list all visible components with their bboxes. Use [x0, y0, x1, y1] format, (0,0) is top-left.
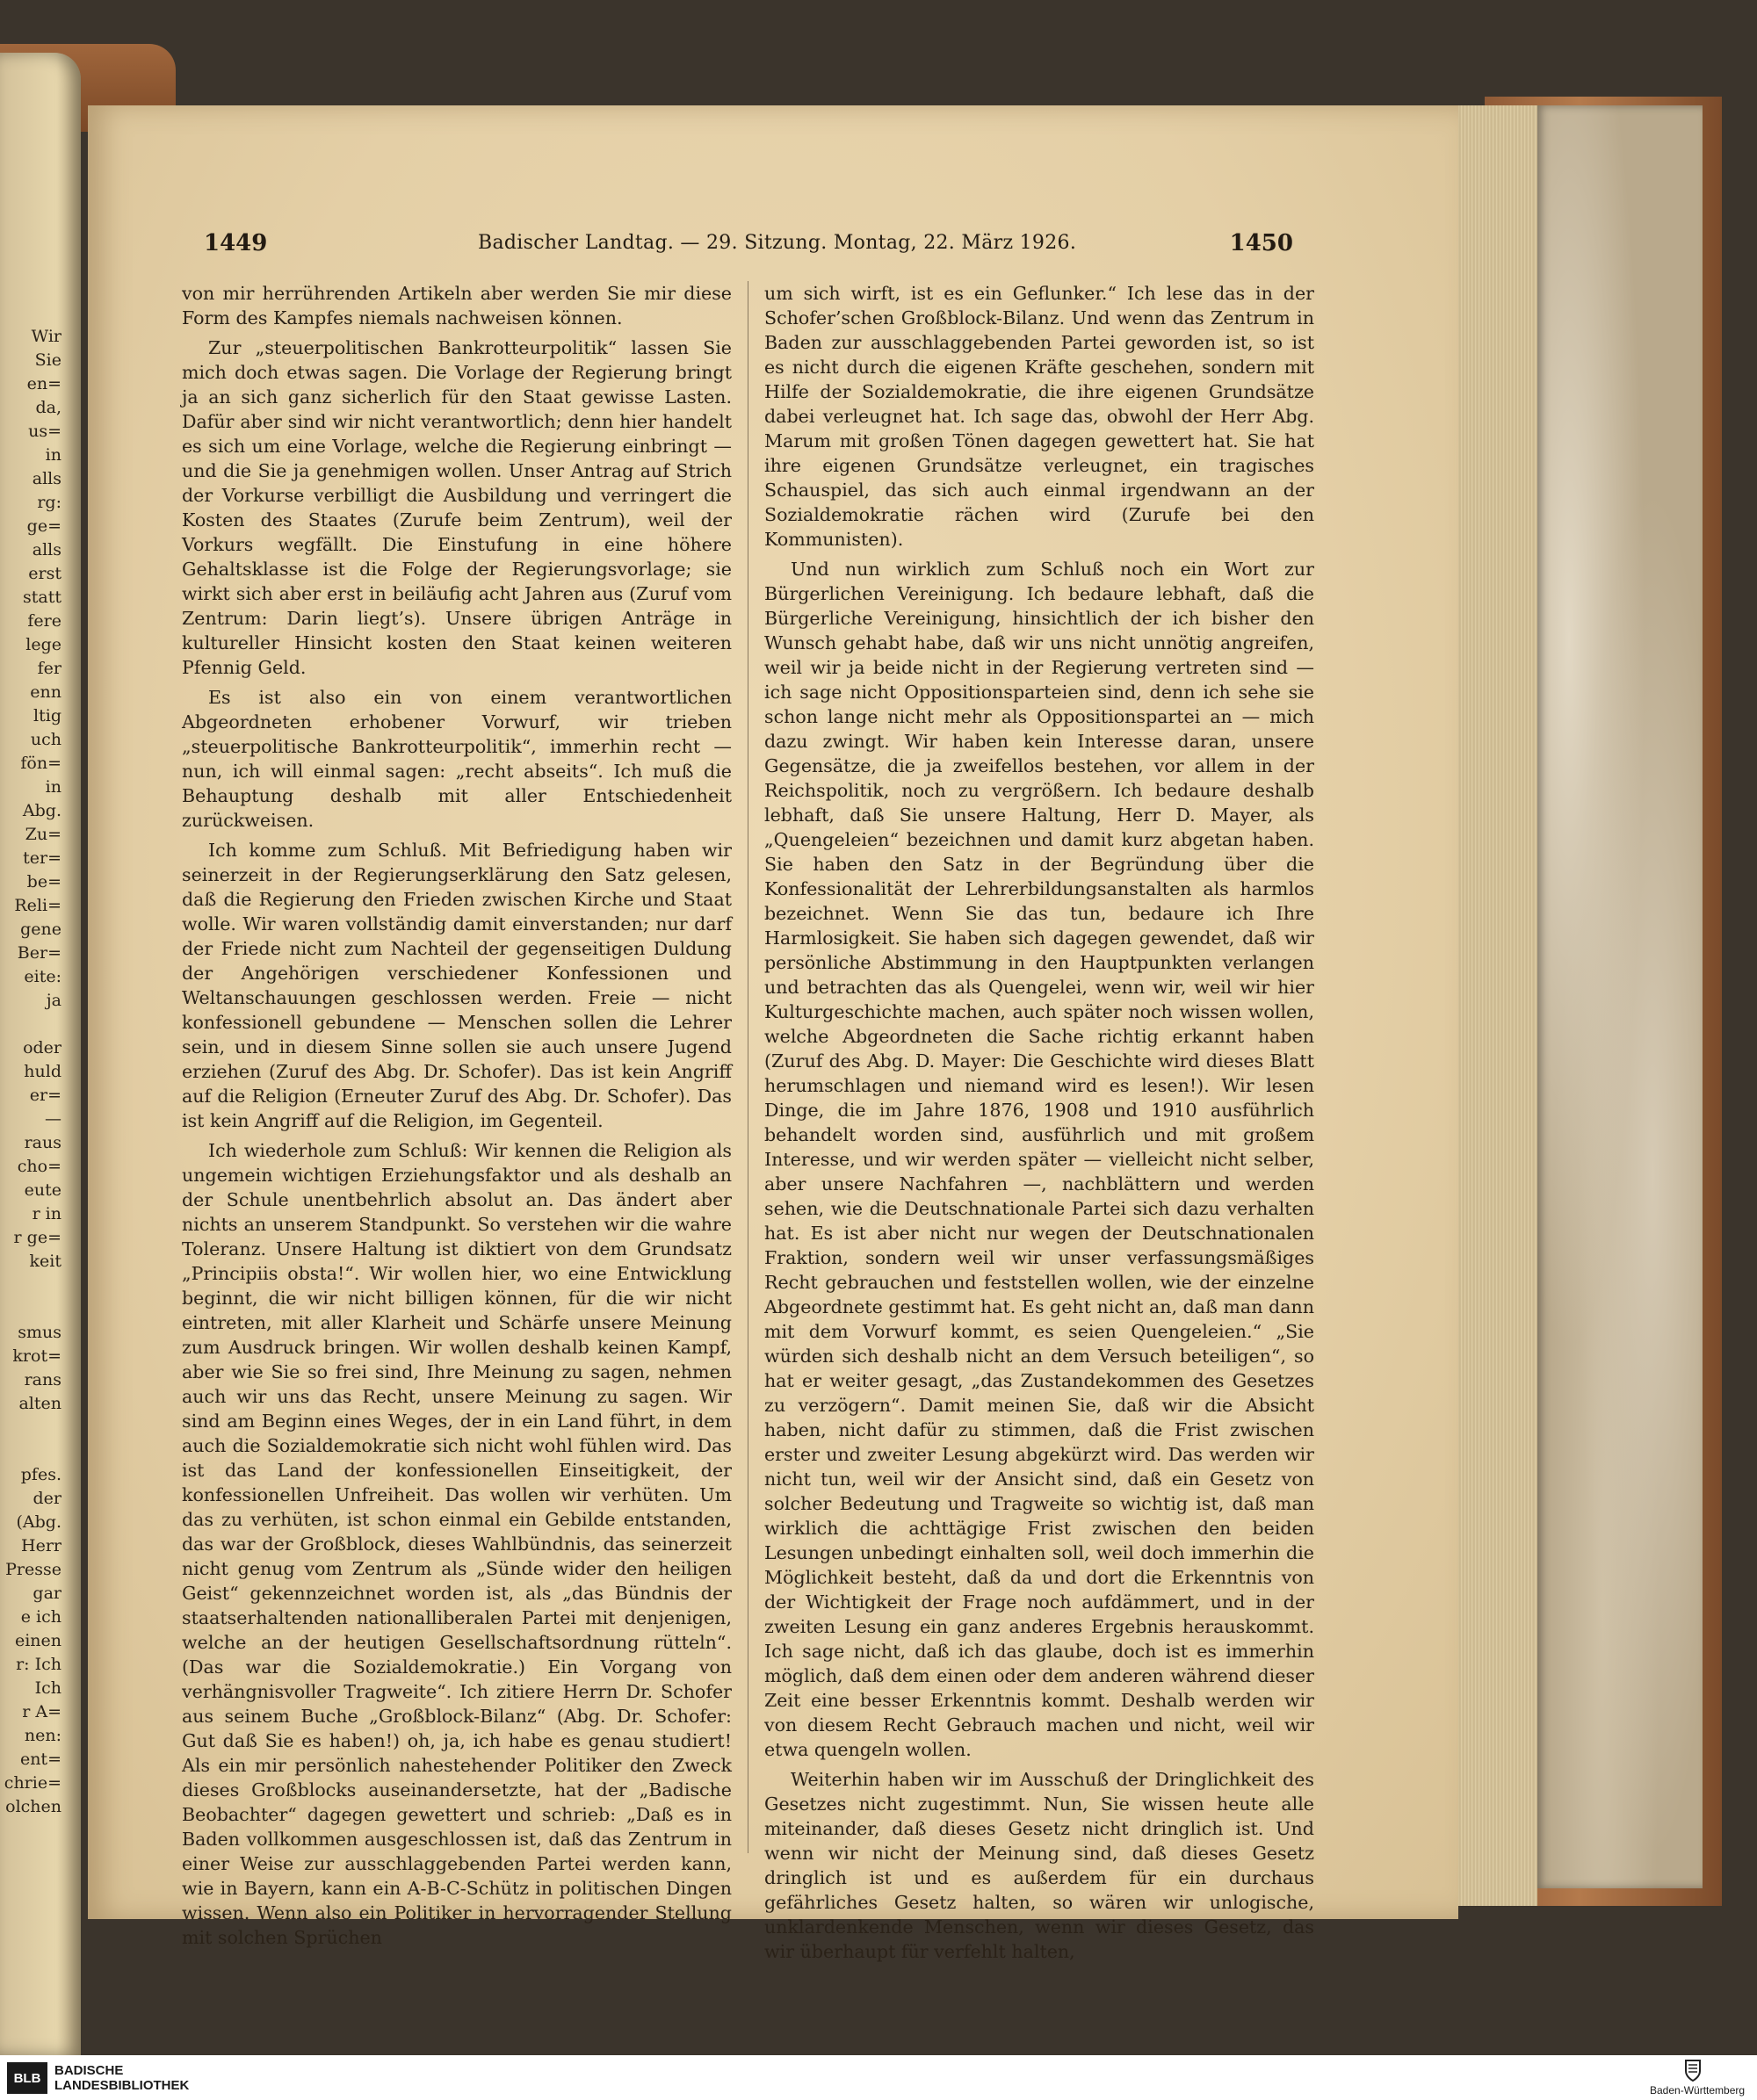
- running-title: Badischer Landtag. — 29. Sitzung. Montag, 22. März 1926.: [478, 232, 1077, 254]
- page-number-right: 1450: [1229, 230, 1293, 256]
- paragraph: um sich wirft, ist es ein Geflunker.“ Ich lese das in der Schofer’schen Großblock-Bilanz. Und wenn das Zentrum in Baden zur ausschlaggebenden Partei geworden ist, so ist es nicht durch die eigenen Kräfte geschehen, sondern mit Hilfe der Sozialdemokratie, die ihre eigenen Grundsätze dabei verleugnet hat. Ich sage das, obwohl der Herr Abg. Marum mit großen Tönen dagegen gewettert hat. Sie hat ihre eigenen Grundsätze verleugnet, ein tragisches Schauspiel, das sich auch einmal irgendwann an der Sozialdemokratie rächen wird (Zurufe bei den Kommunisten).: [764, 283, 1314, 550]
- left-page-fragment-text: Wir Sie en= da, us= in alls rg: ge= alls erst statt fere lege fer enn ltig uch fön= in Abg. Zu= ter= be= Reli= gene Ber= eite: ja oder huld er= — raus cho= eute r in r ge= keit smus krot= rans alten pfes. der (Abg. Herr Presse gar e ich einen r: Ich Ich r A= nen: ent= chrie= olchen: [4, 327, 61, 1816]
- paragraph: Zur „steuerpolitischen Bankrotteurpolitik“ lassen Sie mich doch etwas sagen. Die Vorlage der Regierung bringt ja an sich ganz sicherlich für den Staat gewisse Lasten. Dafür aber sind wir nicht verantwortlich; denn hier handelt es sich um eine Vorlage, welche die Regierung einbringt — und die Sie ja genehmigen wollen. Unser Antrag auf Strich der Vorkurse verbilligt die Ausbildung und verringert die Kosten des Staates (Zurufe beim Zentrum), weil der Vorkurs wegfällt. Die Einstufung in eine höhere Gehaltsklasse ist die Folge der Regierungsvorlage; sie wirkt sich aber erst in beiläufig acht Jahren aus (Zuruf vom Zentrum: Darin liegt’s). Unsere übrigen Anträge in kultureller Hinsicht kosten den Staat keinen weiteren Pfennig Geld.: [182, 337, 732, 678]
- blb-logo: BLB: [7, 2062, 47, 2094]
- text-column-left: [182, 281, 732, 1955]
- library-name: BADISCHE LANDESBIBLIOTHEK: [54, 2063, 190, 2093]
- text-column-right: [764, 281, 1314, 1969]
- running-header: [204, 230, 1293, 262]
- coat-of-arms-icon: [1678, 2059, 1708, 2083]
- paragraph: Weiterhin haben wir im Ausschuß der Dringlichkeit des Gesetzes nicht zugestimmt. Nun, Sie wissen heute alle miteinander, daß dieses Gesetz nicht dringlich ist. Und wenn wir nicht der Meinung sind, daß dieses Gesetz dringlich ist und es außerdem für ein durchaus gefährliches Gesetz halten, so wären wir unlogische, unklardenkende Menschen, wenn wir dieses Gesetz, das wir überhaupt für verfehlt halten,: [764, 1769, 1314, 1962]
- partner-label: Baden-Württemberg: [1650, 2084, 1746, 2096]
- paragraph: Und nun wirklich zum Schluß noch ein Wort zur Bürgerlichen Vereinigung. Ich bedaure lebhaft, daß die Bürgerliche Vereinigung, hinsichtlich der ich bisher den Wunsch gehabt habe, daß wir uns nicht unnötig angreifen, weil wir ja beide nicht in der Regierung vertreten sind — ich sage nicht Oppositionsparteien sind, denn ich sehe sie schon lange nicht mehr als Oppositionspartei an — mich dazu zwingt. Wir haben kein Interesse daran, unsere Gegensätze, die ja zweifellos bestehen, vor allem in der Reichspolitik, noch zu vergrößern. Ich bedaure deshalb lebhaft, daß Sie unsere Haltung, Herr D. Mayer, als „Quengeleien“ bezeichnen und damit kurz abgetan haben. Sie haben den Satz in der Begründung über die Konfessionalität der Lehrerbildungsanstalten als harmlos bezeichnet. Wenn Sie das tun, bedaure ich Ihre Harmlosigkeit. Sie haben sich dagegen gewendet, daß wir persönliche Abstimmung in den Hauptpunkten verlangen und betrachten das als Quengelei, wenn wir, weil wir hier Kulturgeschichte machen, auch später noch wissen wollen, welche Abgeordneten die Sache richtig erkannt haben (Zuruf des Abg. D. Mayer: Die Geschichte wird dieses Blatt herumschlagen und niemand wird es lesen!). Wir lesen Dinge, die im Jahre 1876, 1908 und 1910 ausführlich behandelt worden sind, ausführlich und mit großem Interesse, und wir werden später — vielleicht nicht selber, aber unsere Nachfahren —, nachblättern und werden sehen, wie die Deutschnationale Partei sich dazu verhalten hat. Es ist aber nicht nur wegen der Deutschnationalen Fraktion, sondern weil wir unser verfassungsmäßiges Recht gebrauchen und feststellen wollen, wie der einzelne Abgeordnete gestimmt hat. Es geht nicht an, daß man dann mit dem Vorwurf kommt, es seien Quengeleien.“ „Sie würden sich deshalb nicht an dem Versuch beteiligen“, so hat er weiter gesagt, „das Zustandekommen des Gesetzes zu verzögern“. Damit meinen Sie, daß wir die Absicht haben, nicht dafür zu stimmen, daß die Frist zwischen erster und zweiter Lesung abgekürzt wird. Das werden wir nicht tun, weil wir der Ansicht sind, daß ein Gesetz von solcher Bedeutung und Tragweite so wichtig ist, daß man wirklich die achttägige Frist zwischen den beiden Lesungen unbedingt einhalten soll, weil doch immerhin die Möglichkeit besteht, daß da und dort die Erkenntnis von der Wichtigkeit der Frage noch aufdämmert, und in der zweiten Lesung ein ganz anderes Ergebnis herauskommt. Ich sage nicht, daß ich das glaube, doch ist es immerhin möglich, daß dem einen oder dem anderen während dieser Zeit eine besser Erkenntnis kommt. Deshalb werden wir von diesem Recht Gebrauch machen und nicht, weil wir etwa quengeln wollen.: [764, 559, 1314, 1760]
- footer-bar: [0, 2055, 1757, 2100]
- paragraph: von mir herrührenden Artikeln aber werden Sie mir diese Form des Kampfes niemals nachweisen können.: [182, 283, 732, 328]
- page-number-left: 1449: [204, 230, 268, 256]
- paragraph: Es ist also ein von einem verantwortlichen Abgeordneten erhobener Vorwurf, wir trieben „steuerpolitische Bankrotteurpolitik“, immerhin recht — nun, ich will einmal sagen: „recht abseits“. Ich muß die Behauptung deshalb mit aller Entschiedenheit zurückweisen.: [182, 687, 732, 831]
- paragraph: Ich wiederhole zum Schluß: Wir kennen die Religion als ungemein wichtigen Erziehungsfaktor und als deshalb an der Schule unentbehrlich absolut an. Das ändert aber nichts an unserem Standpunkt. So verstehen wir die wahre Toleranz. Unsere Haltung ist diktiert von dem Grundsatz „Principiis obsta!“. Wir wollen hier, wo eine Entwicklung beginnt, die wir nicht billigen können, für die wir nicht eintreten, mit aller Klarheit und Schärfe unsere Meinung zum Ausdruck bringen. Wir wollen deshalb keinen Kampf, aber wie Sie so frei sind, Ihre Meinung zu sagen, nehmen auch wir uns das Recht, unsere Meinung zu sagen. Wir sind am Beginn eines Weges, der in ein Land führt, in dem auch die Sozialdemokratie sich nicht wohl fühlen wird. Das ist das Land der konfessionellen Einseitigkeit, der konfessionellen Unfreiheit. Das wollen wir verhüten. Um das zu verhüten, ist schon einmal ein Gebilde entstanden, das war der Großblock, dieses Wahlbündnis, das seinerzeit nicht genug vom Zentrum als „Sünde wider den heiligen Geist“ gekennzeichnet worden ist, als „das Bündnis der staatserhaltenden nationalliberalen Partei mit denjenigen, welche an der heutigen Gesellschaftsordnung rütteln“. (Das war die Sozialdemokratie.) Ein Vorgang von verhängnisvoller Tragweite“. Ich zitiere Herrn Dr. Schofer aus seinem Buche „Großblock-Bilanz“ (Abg. Dr. Schofer: Gut daß Sie es haben!) oh, ja, ich habe es genau studiert! Als ein mir persönlich nahestehender Politiker den Zweck dieses Großblocks auseinandersetzte, hat der „Badische Beobachter“ dagegen gewettert und schrieb: „Daß es in Baden vollkommen ausgeschlossen ist, daß das Zentrum in einer Weise zur ausschlaggebenden Partei werden kann, wie in Bayern, kann ein A-B-C-Schütz in politischen Dingen wissen. Wenn also ein Politiker in hervorragender Stellung mit solchen Sprüchen: [182, 1140, 732, 1948]
- marbled-endpaper: [1536, 105, 1703, 1888]
- paragraph: Ich komme zum Schluß. Mit Befriedigung haben wir seinerzeit in der Regierungserklärung den Satz gelesen, daß die Regierung den Frieden zwischen Kirche und Staat wolle. Wir waren vollständig damit einverstanden; nur darf der Friede nicht zum Nachteil der gegenseitigen Duldung der Angehörigen verschiedener Konfessionen und Weltanschauungen geschlossen werden. Freie — nicht konfessionell gebundene — Menschen sollen die Lehrer sein, und in diesem Sinne sollen sie auch unsere Jugend erziehen (Zuruf des Abg. Dr. Schofer). Das ist kein Angriff auf die Religion (Erneuter Zuruf des Abg. Dr. Schofer). Das ist kein Angriff auf die Religion, im Gegenteil.: [182, 840, 732, 1131]
- left-page-sliver: [0, 53, 81, 2055]
